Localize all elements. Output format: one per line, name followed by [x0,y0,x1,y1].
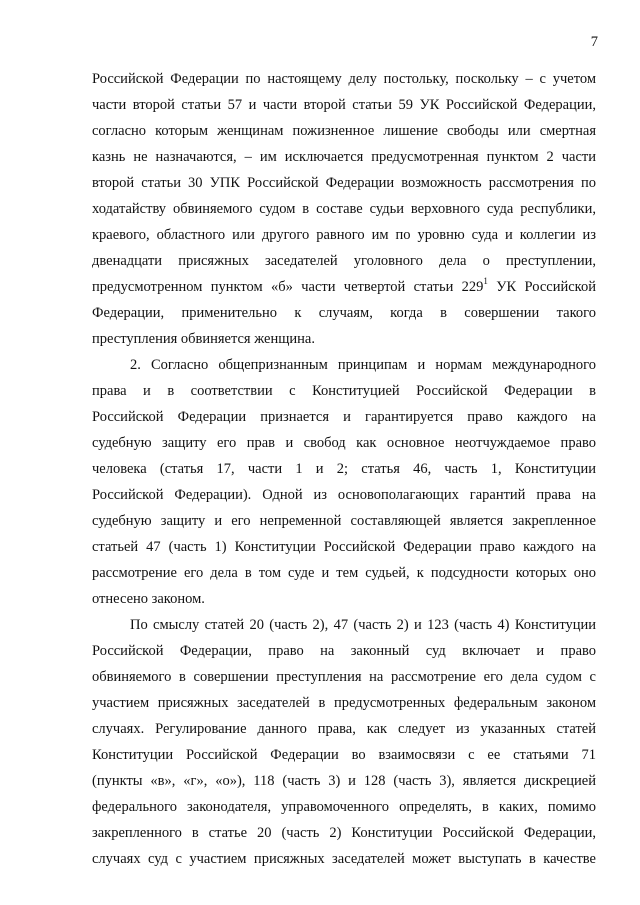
superscript: 1 [483,276,488,287]
page-number: 7 [590,34,598,50]
text-line-with-superscript [92,274,596,300]
text-line: второй статьи 30 УПК Российской Федерации возможность рассмотрения по [92,175,596,191]
text-line: Российской Федерации признается и гарантируется право каждого на [92,409,596,425]
text-line: части второй статьи 57 и части второй статьи 59 УК Российской Федерации, [92,97,596,113]
text-line: статьей 47 (часть 1) Конституции Российской Федерации право каждого на [92,539,596,555]
text-line: участием присяжных заседателей в предусмотренных федеральным законом [92,695,596,711]
text-line: закрепленного в статье 20 (часть 2) Конституции Российской Федерации, [92,825,596,841]
paragraph-2 [92,352,596,612]
text-line: двенадцати присяжных заседателей уголовного дела о преступлении, [92,253,596,269]
text-line: случаях суд с участием присяжных заседателей может выступать в качестве [92,851,596,867]
text-line: судебную защиту его прав и свобод как основное неотчуждаемое право [92,435,596,451]
text-line: ходатайству обвиняемого судом в составе судьи верховного суда республики, [92,201,596,217]
text-line: рассмотрение его дела в том суде и тем судьей, к подсудности которых оно [92,565,596,581]
text-line: судебную защиту и его непременной составляющей является закрепленное [92,513,596,529]
text-line: Российской Федерации). Одной из основополагающих гарантий права на [92,487,596,503]
text-line: случаях. Регулирование данного права, как следует из указанных статей [92,721,596,737]
text-line: преступления обвиняется женщина. [92,331,315,347]
text-line: отнесено законом. [92,591,205,607]
text-line: права и в соответствии с Конституцией Российской Федерации в [92,383,596,399]
text-fragment: предусмотренном пунктом «б» части четвертой статьи 229 [92,279,484,295]
text-line: Российской Федерации по настоящему делу постольку, поскольку – с учетом [92,71,596,87]
text-fragment: УК Российской [487,279,596,295]
text-line: (пункты «в», «г», «о»), 118 (часть 3) и 128 (часть 3), является дискрецией [92,773,596,789]
text-line: Российской Федерации, право на законный суд включает и право [92,643,596,659]
text-line: согласно которым женщинам пожизненное лишение свободы или смертная [92,123,596,139]
paragraph-1 [92,66,596,352]
paragraph-3 [92,612,596,872]
text-line: По смыслу статей 20 (часть 2), 47 (часть 2) и 123 (часть 4) Конституции [130,617,596,633]
text-line: человека (статья 17, части 1 и 2; статья 46, часть 1, Конституции [92,461,596,477]
document-body [92,66,596,872]
text-line: Конституции Российской Федерации во взаимосвязи с ее статьями 71 [92,747,596,763]
text-line: обвиняемого в совершении преступления на рассмотрение его дела судом с [92,669,596,685]
text-line: 2. Согласно общепризнанным принципам и нормам международного [130,357,596,373]
text-line: Федерации, применительно к случаям, когда в совершении такого [92,305,596,321]
text-line: федерального законодателя, управомоченного определять, в каких, помимо [92,799,596,815]
text-line: краевого, областного или другого равного им по уровню суда и коллегии из [92,227,596,243]
text-line: казнь не назначаются, – им исключается предусмотренная пунктом 2 части [92,149,596,165]
